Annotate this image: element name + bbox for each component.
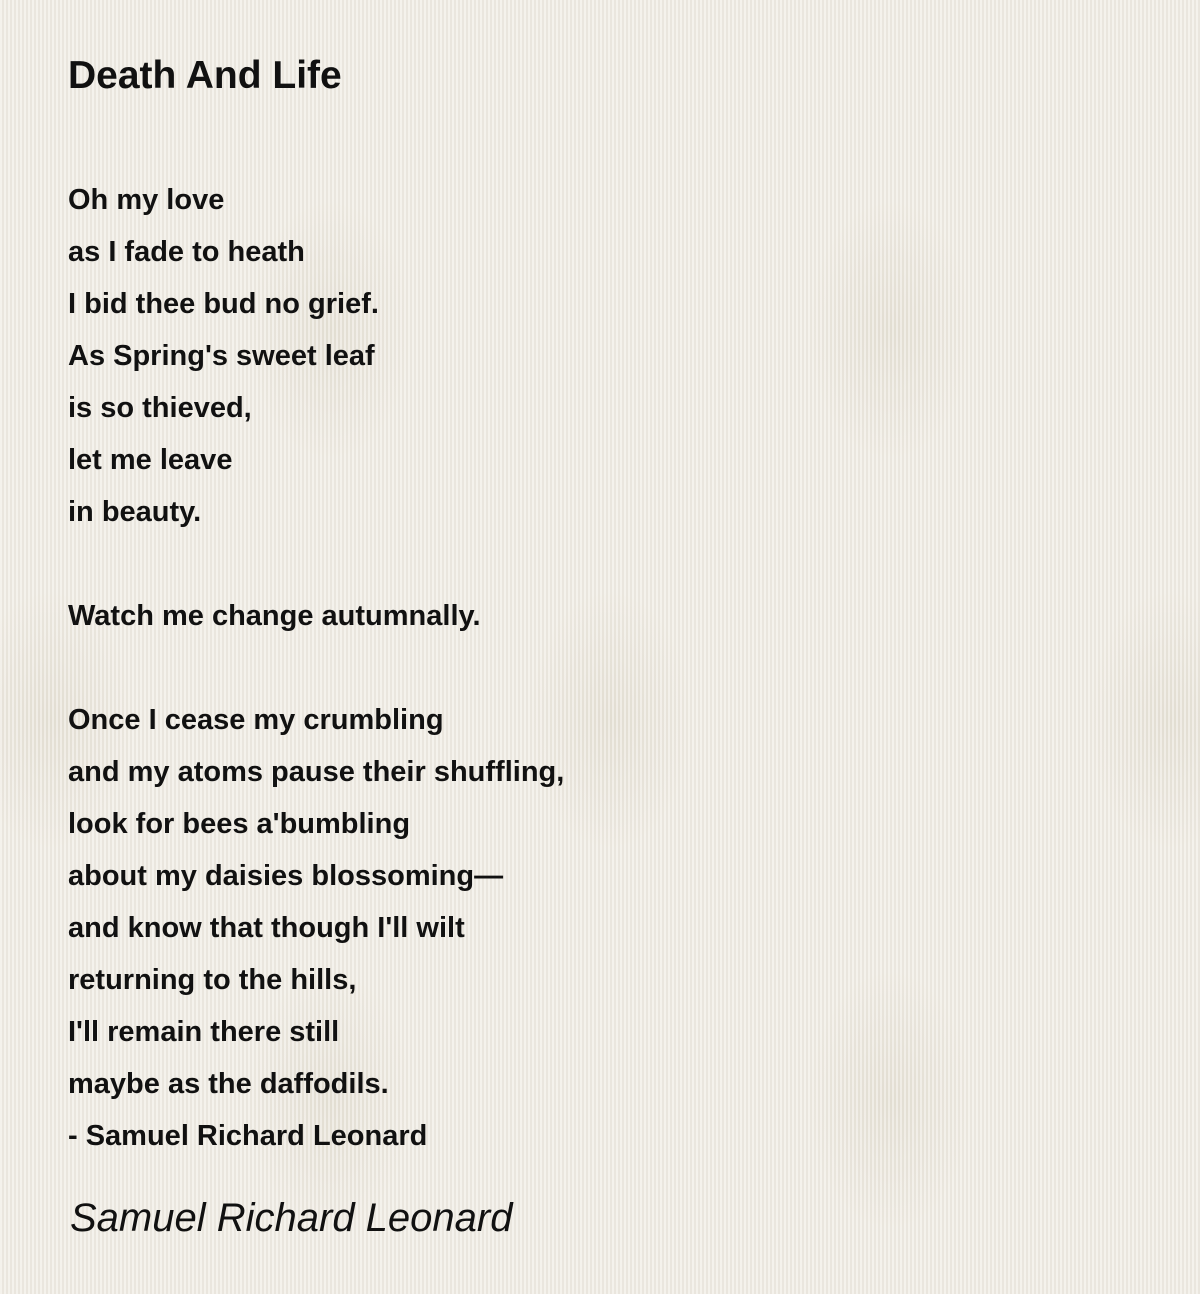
poem-body xyxy=(68,174,1148,1162)
poem-line: Oh my love xyxy=(68,184,225,216)
poem-line: I bid thee bud no grief. xyxy=(68,288,379,320)
stanza-2 xyxy=(68,590,1148,642)
poem-line: as I fade to heath xyxy=(68,236,305,268)
poem-line: maybe as the daffodils. xyxy=(68,1068,389,1100)
author-signature: Samuel Richard Leonard xyxy=(70,1196,513,1240)
poem-line: and know that though I'll wilt xyxy=(68,912,465,944)
poem-line: is so thieved, xyxy=(68,392,252,424)
poem-title: Death And Life xyxy=(68,54,342,97)
poem-attribution: - Samuel Richard Leonard xyxy=(68,1120,428,1152)
stanza-1 xyxy=(68,174,1148,538)
stanza-break xyxy=(68,642,1148,694)
poem-container xyxy=(68,52,1148,1162)
poem-line: As Spring's sweet leaf xyxy=(68,340,375,372)
stanza-3 xyxy=(68,694,1148,1110)
poem-line: let me leave xyxy=(68,444,233,476)
stanza-break xyxy=(68,538,1148,590)
poem-line: I'll remain there still xyxy=(68,1016,340,1048)
poem-line: and my atoms pause their shuffling, xyxy=(68,756,565,788)
poem-line: about my daisies blossoming— xyxy=(68,860,504,892)
poem-line: look for bees a'bumbling xyxy=(68,808,411,840)
poem-line: in beauty. xyxy=(68,496,202,528)
poem-line: Watch me change autumnally. xyxy=(68,600,481,632)
poem-line: returning to the hills, xyxy=(68,964,357,996)
poem-line: Once I cease my crumbling xyxy=(68,704,444,736)
